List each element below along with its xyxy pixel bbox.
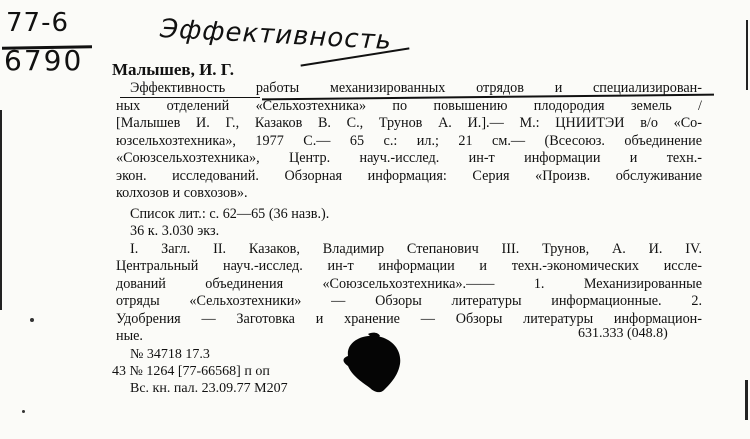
tracing-line: Центральный науч.-исслед. ин-т информации и техн.-экономических иссле- bbox=[116, 258, 702, 274]
tracing-line: ные. bbox=[116, 328, 143, 344]
description-line: Эффективность работы механизированных отрядов и специализирован- bbox=[130, 80, 702, 96]
udc-classification: 631.333 (048.8) bbox=[578, 326, 668, 341]
ink-blot-stamp bbox=[340, 332, 406, 396]
imprint-line: № 34718 17.3 bbox=[130, 347, 210, 362]
tracing-line: I. Загл. II. Казаков, Владимир Степанович III. Трунов, А. И. IV. bbox=[130, 240, 702, 257]
tracing-line: отряды «Сельхозтехники» — Обзоры литературы информационные. 2. bbox=[116, 293, 702, 309]
handwritten-number-bottom: 6790 bbox=[4, 44, 84, 77]
tracing-line: дований объединения «Союзсельхозтехника».—— 1. Механизированные bbox=[116, 275, 702, 292]
handwritten-title: Эффективность bbox=[159, 14, 393, 57]
bibliography-note: Список лит.: с. 62—65 (36 назв.). bbox=[130, 205, 330, 222]
imprint-line: Вс. кн. пал. 23.09.77 М207 bbox=[130, 381, 288, 396]
right-edge-mark-lower bbox=[745, 380, 748, 420]
description-block bbox=[116, 80, 702, 346]
ink-blot-shape bbox=[344, 336, 401, 392]
description-line: колхозов и совхозов». bbox=[116, 185, 248, 201]
ink-speck bbox=[22, 410, 25, 413]
handwritten-number-top: 77-6 bbox=[6, 8, 70, 38]
copies-note: 36 к. 3.030 экз. bbox=[130, 223, 220, 239]
ink-speck bbox=[30, 318, 34, 322]
description-line: экон. исследований. Обзорная информация: Серия «Произв. обслуживание bbox=[116, 167, 702, 184]
right-edge-mark bbox=[746, 20, 748, 90]
imprint-line: 43 № 1264 [77-66568] п оп bbox=[112, 364, 270, 379]
left-edge-mark bbox=[0, 110, 2, 310]
description-line: [Малышев И. Г., Казаков В. С., Трунов А. И.].— М.: ЦНИИТЭИ в/о «Со- bbox=[116, 115, 702, 131]
description-line: ных отделений «Сельхозтехника» по повышению плодородия земель / bbox=[116, 97, 702, 114]
author-heading: Малышев, И. Г. bbox=[112, 60, 234, 79]
title-underline-left bbox=[120, 97, 260, 98]
description-line: юзсельхозтехника», 1977 С.— 65 с.: ил.; 21 см.— (Всесоюз. объединение bbox=[116, 132, 702, 149]
description-line: «Союзсельхозтехника», Центр. науч.-исслед. ин-т информации и техн.- bbox=[116, 150, 702, 166]
tracing-line: Удобрения — Заготовка и хранение — Обзоры литературы информацион- bbox=[116, 310, 702, 327]
